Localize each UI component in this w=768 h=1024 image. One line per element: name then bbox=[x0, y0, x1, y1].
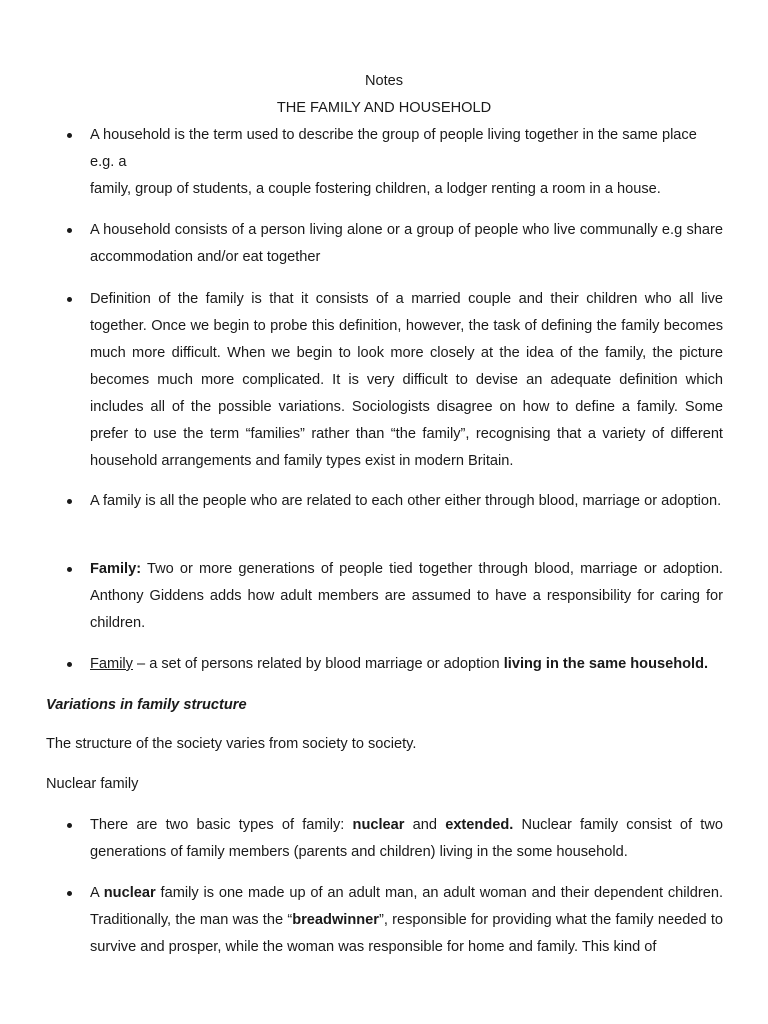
list-item bbox=[90, 217, 723, 271]
definition-text: Two or more generations of people tied together through blood, marriage or adoption. Anthony Giddens adds how adult members are assumed to have a responsibility for caring for children. bbox=[90, 561, 723, 631]
bullet-icon bbox=[67, 133, 72, 138]
list-item bbox=[90, 488, 723, 515]
bullet-icon bbox=[67, 891, 72, 896]
bullet-icon bbox=[67, 823, 72, 828]
list-item bbox=[90, 286, 723, 475]
definition-term: Family bbox=[90, 656, 133, 672]
bold-term: extended. bbox=[445, 817, 514, 833]
text-run: Nuclear family consist of two generations of family members (parents and children) living in the some household. bbox=[90, 817, 723, 860]
bullet-icon bbox=[67, 499, 72, 504]
list-item-text bbox=[90, 651, 723, 678]
bullet-icon bbox=[67, 228, 72, 233]
bullet-icon bbox=[67, 662, 72, 667]
bold-term: nuclear bbox=[103, 885, 156, 901]
list-item-text bbox=[90, 556, 723, 637]
definition-emphasis: living in the same household. bbox=[503, 656, 709, 672]
list-item-text bbox=[90, 880, 723, 961]
section-heading: Variations in family structure bbox=[46, 697, 247, 713]
text-run: family is one made up of an adult man, an adult woman and their dependent children. Traditionally, the man was the “ bbox=[90, 885, 723, 928]
definition-text: – a set of persons related by blood marriage or adoption bbox=[132, 656, 504, 672]
bullet-icon bbox=[67, 567, 72, 572]
list-item-text: A household is the term used to describe the group of people living together in the same place e.g. a bbox=[90, 127, 697, 170]
bullet-icon bbox=[67, 297, 72, 302]
list-item-text: Definition of the family is that it consists of a married couple and their children who all live together. Once we begin to probe this definition, however, the task of defining the family becomes much more difficult. When we begin to look more closely at the idea of the family, the picture becomes much more complicated. It is very difficult to devise an adequate definition which includes all of the possible variations. Sociologists disagree on how to define a family. Some prefer to use the term “families” rather than “the family”, recognising that a variety of different household arrangements and family types exist in modern Britain. bbox=[90, 291, 723, 469]
bold-term: breadwinner bbox=[292, 912, 379, 928]
list-item-text-continued: family, group of students, a couple fostering children, a lodger renting a room in a house. bbox=[90, 181, 661, 197]
bold-term: nuclear bbox=[352, 817, 405, 833]
list-item-text: A household consists of a person living alone or a group of people who live communally e.g share accommodation and/or eat together bbox=[90, 222, 723, 265]
subheading: Nuclear family bbox=[46, 776, 139, 792]
list-item bbox=[90, 556, 723, 637]
text-run: A bbox=[90, 885, 104, 901]
notes-label: Notes bbox=[364, 73, 404, 89]
list-item bbox=[90, 880, 723, 961]
list-item bbox=[90, 651, 723, 678]
list-item bbox=[90, 812, 723, 866]
definition-term: Family: bbox=[90, 561, 142, 577]
text-run: ”, responsible for providing what the family needed to survive and prosper, while the woman was responsible for home and family. This kind of bbox=[90, 912, 723, 955]
list-item bbox=[90, 122, 723, 203]
text-run: There are two basic types of family: bbox=[90, 817, 353, 833]
page-title: THE FAMILY AND HOUSEHOLD bbox=[276, 100, 492, 116]
intro-paragraph: The structure of the society varies from society to society. bbox=[46, 736, 417, 752]
text-run: and bbox=[404, 817, 446, 833]
list-item-text: A family is all the people who are related to each other either through blood, marriage or adoption. bbox=[90, 493, 722, 509]
list-item-text bbox=[90, 812, 723, 866]
